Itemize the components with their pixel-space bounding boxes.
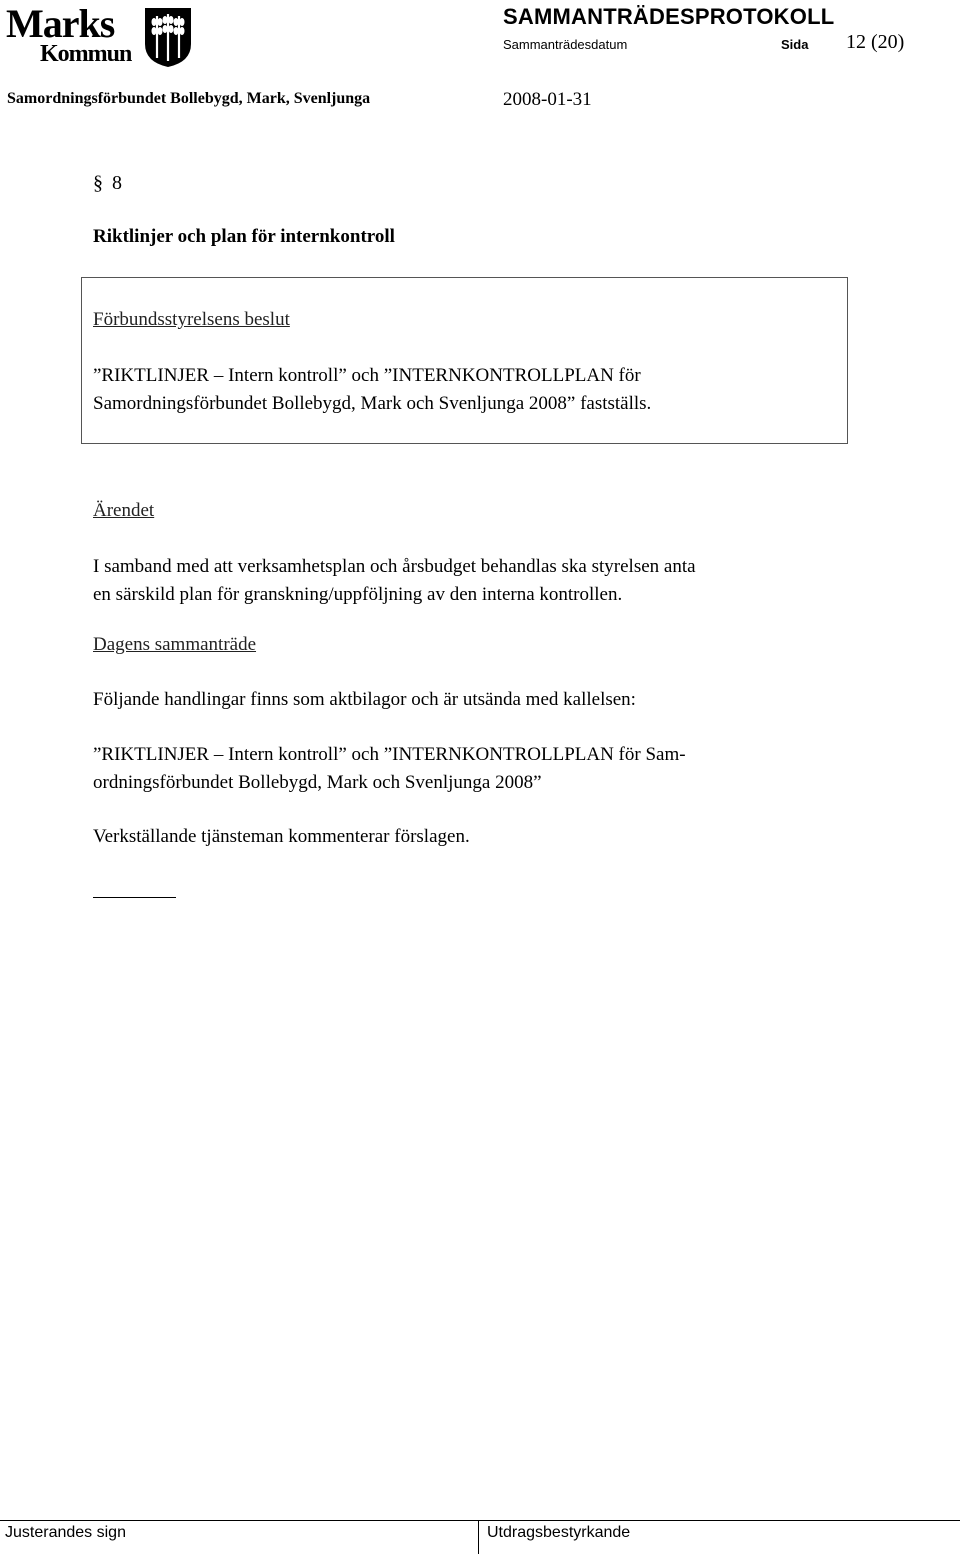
footer-certification-label: Utdragsbestyrkande — [487, 1524, 631, 1541]
meeting-line-3: ordningsförbundet Bollebygd, Mark och Svenljunga 2008” — [93, 772, 542, 793]
matter-line-1: I samband med att verksamhetsplan och årsbudget behandlas ska styrelsen anta — [93, 556, 696, 577]
footer-signature-label: Justerandes sign — [5, 1524, 126, 1541]
matter-line-2: en särskild plan för granskning/uppföljning av den interna kontrollen. — [93, 584, 623, 605]
meeting-date: 2008-01-31 — [503, 89, 592, 110]
footer-divider — [478, 1520, 479, 1554]
logo-text-kommun: Kommun — [40, 41, 132, 67]
meeting-date-label: Sammanträdesdatum — [503, 37, 628, 52]
meeting-line-2: ”RIKTLINJER – Intern kontroll” och ”INTERNKONTROLLPLAN för Sam- — [93, 744, 686, 765]
marks-kommun-logo — [4, 1, 192, 68]
decision-line-2: Samordningsförbundet Bollebygd, Mark och Svenljunga 2008” fastställs. — [93, 393, 652, 414]
document-title: SAMMANTRÄDESPROTOKOLL — [503, 4, 835, 29]
page-label: Sida — [781, 37, 809, 52]
decision-line-1: ”RIKTLINJER – Intern kontroll” och ”INTERNKONTROLLPLAN för — [93, 365, 641, 386]
end-rule — [93, 897, 176, 898]
coat-of-arms-icon — [143, 6, 193, 68]
page-number: 12 (20) — [846, 31, 905, 53]
section-title: Riktlinjer och plan för internkontroll — [93, 226, 395, 247]
meeting-heading: Dagens sammanträde — [93, 634, 257, 655]
section-number — [93, 172, 122, 195]
meeting-line-4: Verkställande tjänsteman kommenterar förslagen. — [93, 826, 470, 847]
meeting-line-1: Följande handlingar finns som aktbilagor och är utsända med kallelsen: — [93, 689, 636, 710]
paragraph-number: 8 — [112, 172, 122, 194]
matter-heading: Ärendet — [93, 500, 155, 521]
paragraph-sign: § — [93, 172, 103, 194]
decision-box — [81, 277, 848, 444]
logo-text-marks: Marks — [6, 1, 115, 46]
footer-rule — [0, 1520, 960, 1521]
organization-name: Samordningsförbundet Bollebygd, Mark, Svenljunga — [7, 90, 371, 107]
decision-heading: Förbundsstyrelsens beslut — [93, 309, 290, 330]
